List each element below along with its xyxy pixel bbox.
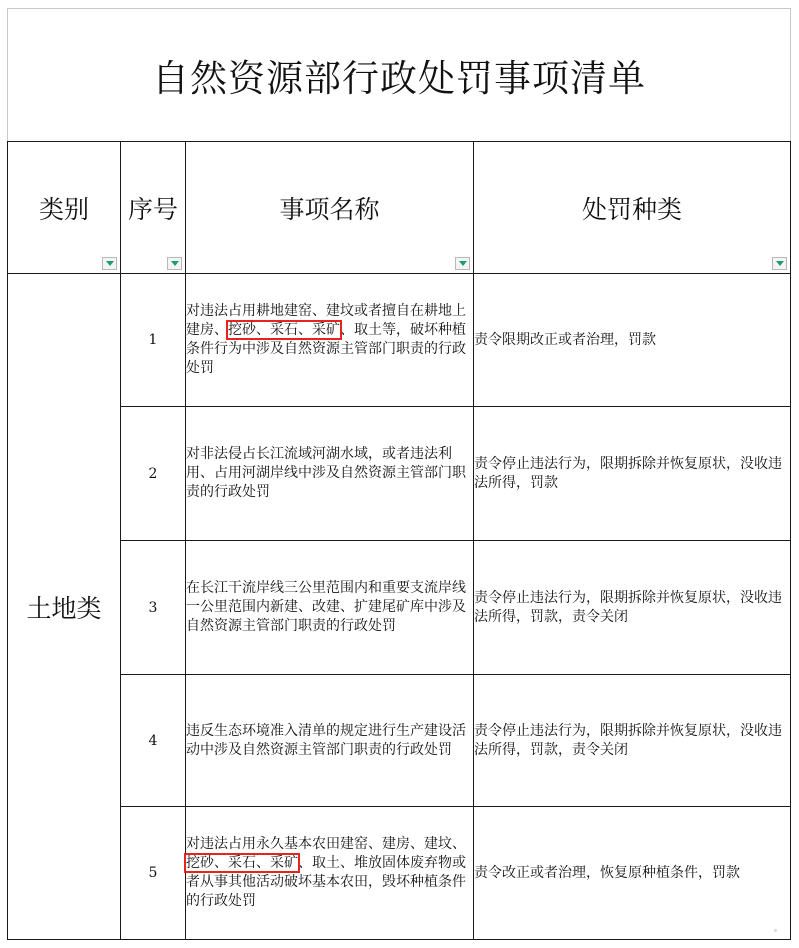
row-number: 2 (121, 407, 186, 541)
row-number: 4 (121, 675, 186, 807)
row-number: 3 (121, 541, 186, 675)
header-row (8, 142, 791, 274)
item-name-cell: 对非法侵占长江流域河湖水域，或者违法利用、占用河湖岸线中涉及自然资源主管部门职责的行政处罚 (186, 407, 474, 541)
filter-dropdown-icon[interactable] (167, 257, 182, 270)
row-number: 1 (121, 274, 186, 407)
page-title: 自然资源部行政处罚事项清单 (152, 56, 646, 100)
column-header-label: 序号 (127, 194, 178, 224)
column-header-index (121, 142, 186, 274)
decorative-dot (774, 929, 777, 932)
filter-dropdown-icon[interactable] (455, 257, 470, 270)
item-text: 、取土等，破坏种植条件行为中涉及自然资源主管部门职责的行政处罚 (186, 322, 466, 376)
column-header-category (8, 142, 121, 274)
item-text: 对违法占用耕地建窑、建坟或者擅自在耕地上建房、 (186, 303, 466, 338)
table-row (8, 541, 791, 675)
category-cell: 土地类 (8, 274, 121, 940)
item-name-cell: 在长江干流岸线三公里范围内和重要支流岸线一公里范围内新建、改建、扩建尾矿库中涉及自然资源主管部门职责的行政处罚 (186, 541, 474, 675)
column-header-label: 处罚种类 (581, 194, 682, 224)
item-name-cell (186, 274, 474, 407)
table-row (8, 675, 791, 807)
column-header-label: 事项名称 (279, 194, 380, 224)
row-number: 5 (121, 807, 186, 940)
filter-dropdown-icon[interactable] (772, 257, 787, 270)
filter-dropdown-icon[interactable] (102, 257, 117, 270)
item-text: 、取土、堆放固体废弃物或者从事其他活动破坏基本农田，毁坏种植条件的行政处罚 (186, 855, 466, 909)
penalty-cell: 责令停止违法行为，限期拆除并恢复原状，没收违法所得，罚款 (474, 407, 791, 541)
highlighted-text: 挖砂、采石、采矿 (186, 855, 298, 871)
table-row (8, 274, 791, 407)
penalty-cell: 责令停止违法行为，限期拆除并恢复原状，没收违法所得，罚款，责令关闭 (474, 675, 791, 807)
item-name-cell (186, 807, 474, 940)
penalty-cell: 责令改正或者治理，恢复原种植条件，罚款 (474, 807, 791, 940)
penalty-cell: 责令停止违法行为，限期拆除并恢复原状，没收违法所得，罚款，责令关闭 (474, 541, 791, 675)
column-header-penalty (474, 142, 791, 274)
item-name-cell: 违反生态环境准入清单的规定进行生产建设活动中涉及自然资源主管部门职责的行政处罚 (186, 675, 474, 807)
table-row (8, 807, 791, 940)
column-header-label: 类别 (38, 194, 89, 224)
highlighted-text: 挖砂、采石、采矿 (228, 322, 340, 338)
column-header-item (186, 142, 474, 274)
item-text: 对违法占用永久基本农田建窑、建房、建坟、 (186, 836, 466, 852)
penalty-table (7, 141, 791, 940)
penalty-cell: 责令限期改正或者治理，罚款 (474, 274, 791, 407)
table-row (8, 407, 791, 541)
